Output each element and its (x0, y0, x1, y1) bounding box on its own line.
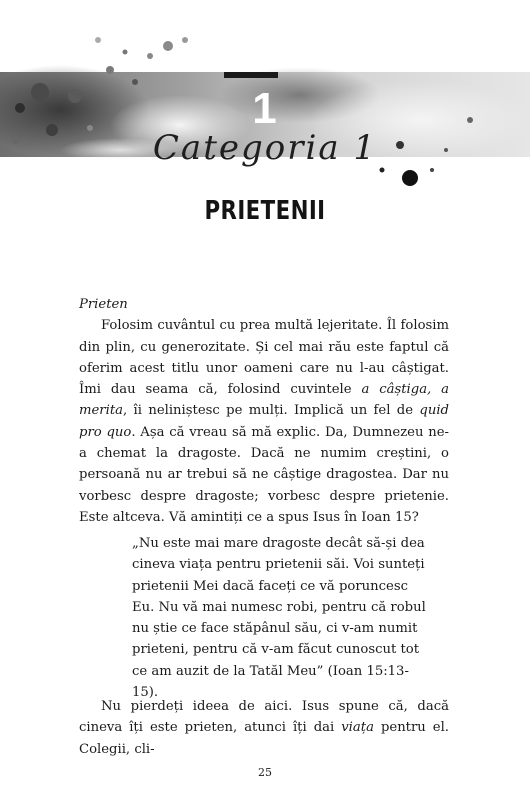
paragraph-2-lead: Nu pierdeți ideea de aici. Isus spune că, dacă cineva îți este prieten, atunci îți dai (79, 699, 449, 736)
paragraph-1-emphasis-1: a câștiga, a merita (79, 382, 450, 419)
paragraph-1-lead: Folosim cuvântul cu prea multă lejeritate. Îl folosim din plin, cu generozitate. Și cel mai rău este faptul că oferim acest titlu unor oameni care nu l-au câștigat. Îmi dau seama că, folosind cuvintele (79, 318, 449, 398)
section-label: Prieten (79, 297, 128, 312)
paragraph-2 (79, 696, 449, 760)
paragraph-1-mid: , îi neliniștesc pe mulți. Implică un fel de (123, 403, 420, 419)
chapter-number: 1 (252, 84, 278, 133)
paragraph-2-emphasis: viața (341, 720, 374, 736)
body-text (79, 294, 449, 528)
paragraph-2-tail: pentru el. Colegii, cli- (79, 720, 449, 757)
page-number: 25 (258, 766, 272, 779)
paragraph-1-tail: . Așa că vreau să mă explic. Da, Dumnezeu ne-a chemat la dragoste. Dacă ne numim creștini, o persoană nu ar trebui să ne câștige dragostea. Dar nu vorbesc despre dragoste; vorbesc despre prietenie. Este altceva. Vă amintiți ce a spus Isus în Ioan 15? (79, 424, 449, 525)
block-quote: „Nu este mai mare dragoste decât să-și dea cineva viața pentru prietenii săi. Voi sunteți prietenii Mei dacă faceți ce vă poruncesc Eu. Nu vă mai numesc robi, pentru că robul nu știe ce face stăpânul său, ci v-am numit prieteni, pentru că v-am făcut cunoscut tot ce am auzit de la Tatăl Meu” (Ioan 15:13-15). (132, 536, 426, 701)
chapter-title: PRIETENII (204, 196, 326, 226)
paragraph-1-emphasis-2: quid pro quo (79, 403, 449, 440)
chapter-subtitle: Categoria 1 (152, 128, 378, 168)
paragraph-1 (79, 315, 449, 528)
